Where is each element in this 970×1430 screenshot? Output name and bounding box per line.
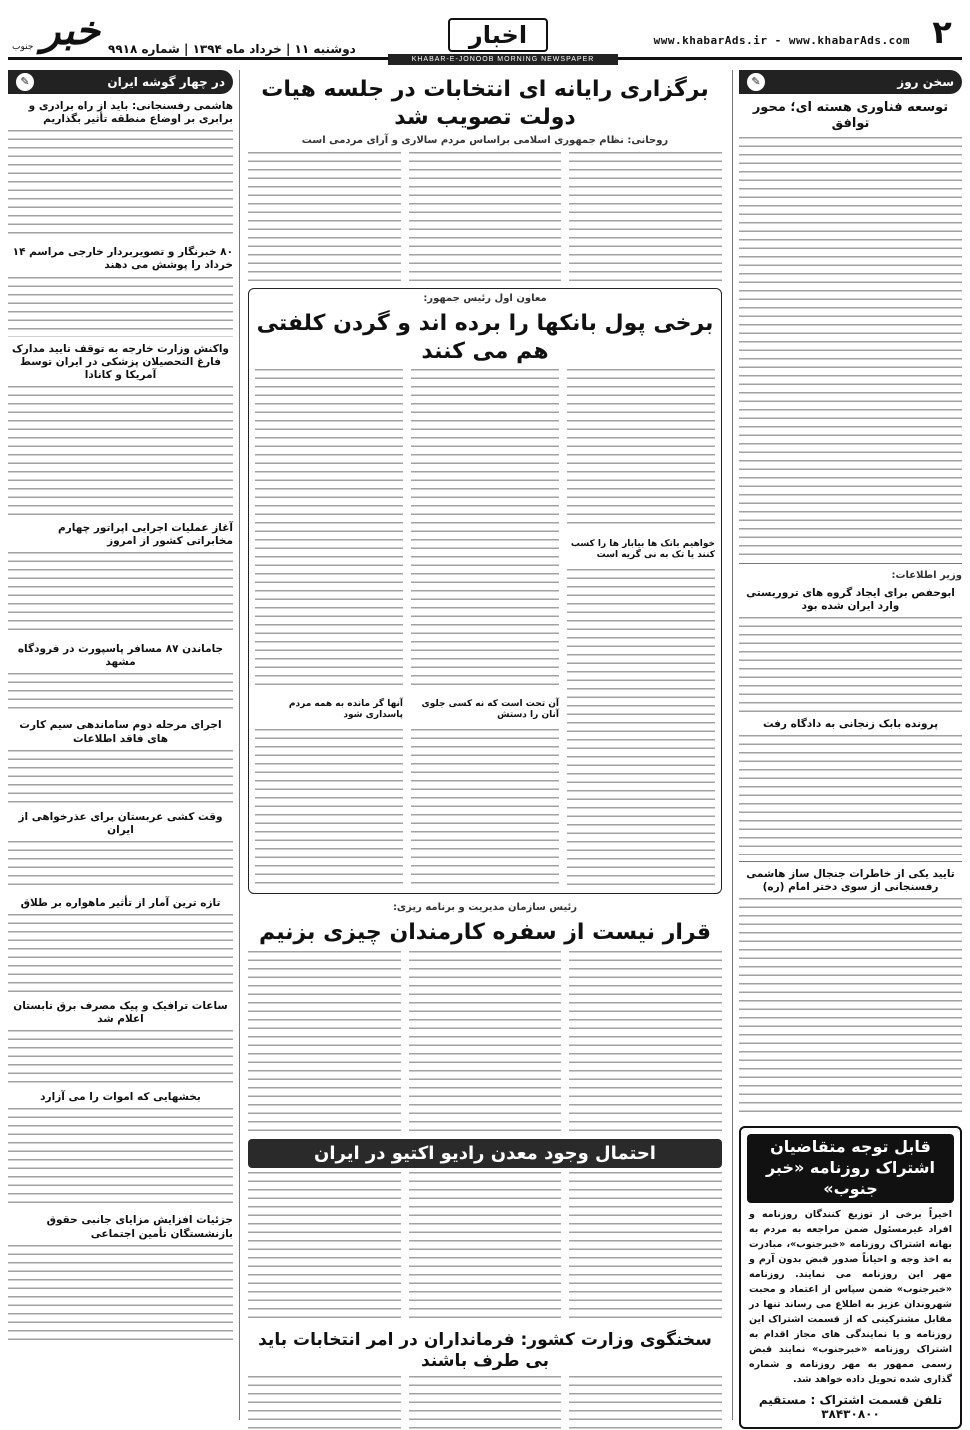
story-box [248,288,722,894]
logo-text: خبر [41,7,100,54]
text-column [248,1376,401,1430]
section-title: اخبار [448,18,548,52]
story-body [739,617,962,712]
story-body [248,1376,722,1430]
story-kicker: وزیر اطلاعات: [891,569,962,581]
ad-phone[interactable]: تلفن قسمت اشتراک : مستقیم ۳۸۴۳۰۸۰۰ [758,1392,943,1421]
story-body [739,735,962,855]
story-subhead: خواهیم بانک ها بیابار ها را کسب کنند یا تک به نی گریه است [570,538,715,561]
ad-title-line: قابل توجه متقاضیان [770,1137,931,1157]
brief-headline[interactable]: ۸۰ خبرنگار و تصویربردار خارجی مراسم ۱۴ خرداد را پوشش می دهند [12,246,233,272]
text-column [248,152,401,282]
text-column [255,369,403,889]
masthead [8,7,962,63]
english-tagline: KHABAR-E-JONOOB MORNING NEWSPAPER [388,54,618,65]
text-column [569,1172,722,1322]
story-headline[interactable]: برخی پول بانکها را برده اند و گردن کلفتی هم می کنند [256,311,714,364]
story-headline[interactable]: ابوحفص برای ایجاد گروه های تروریستی وارد ایران شده بود [746,586,955,612]
text-lines [567,569,715,889]
left-column [8,70,240,1420]
brief-body [8,552,233,637]
pen-icon: ✎ [16,73,34,91]
brief-headline[interactable]: جاماندن ۸۷ مسافر پاسپورت در فرودگاه مشهد [17,643,224,669]
subscription-ad [739,1126,962,1428]
issue-date: دوشنبه ۱۱ | خرداد ماه ۱۳۹۴ | شماره ۹۹۱۸ [108,42,356,56]
ad-body: اخیراً برخی از توزیع کنندگان روزنامه و افراد غیرمسئول ضمن مراجعه به مردم به بهانه اشتراک روزنامه «خبرجنوب»، مبادرت به اخذ وجه و احیاناً صدور قبض بدون آرم و مهر این روزنامه می نمایند. روزنامه «خبرجنوب» ضمن سپاس از اعتماد و محبت شهروندان عزیز به اطلاع می رساند تنها در مقابل مشترکینی که از قسمت اشتراک این روزنامه و یا نمایندگی های مجاز اقدام به اشتراک روزنامه «خبرجنوب» نمایند قبض رسمی ممهور به مهر روزنامه و شماره گذاری شده تحویل داده خواهد شد. [749,1208,952,1385]
editorial-label [739,70,962,94]
story-body [739,898,962,1118]
text-column [569,152,722,282]
editorial-title[interactable]: توسعه فناوری هسته ای؛ محور توافق [752,100,949,132]
story-headline[interactable]: پرونده بابک زنجانی به دادگاه رفت [762,717,939,730]
brief-headline[interactable]: وقت کشی عربستان برای عذرخواهی از ایران [18,810,223,836]
story-kicker: رئیس سازمان مدیریت و برنامه ریزی: [392,902,578,913]
text-column [569,1376,722,1430]
story-kicker: معاون اول رئیس جمهور: [423,293,547,304]
logo-subtitle: جنوب [12,42,34,52]
pen-icon: ✎ [747,73,765,91]
text-lines [255,729,403,889]
main-story-body [248,152,722,282]
text-lines [411,369,559,689]
right-column [732,70,962,1420]
story-subhead: آن تحت است که نه کسی جلوی آنان را دستش [421,698,559,720]
story-banner-headline[interactable]: احتمال وجود معدن رادیو اکتیو در ایران [248,1139,722,1168]
brief-body [8,1108,233,1208]
page-number: ۲ [932,13,952,51]
text-lines [255,369,403,689]
story-subhead: آنها گر مانده به همه مردم پاسداری شود [288,698,403,720]
brief-headline[interactable]: هاشمی رفسنجانی: باید از راه برادری و برابری بر اوضاع منطقه تأثیر بگذاریم [28,100,233,126]
brief-body [8,277,233,337]
brief-body [8,750,233,805]
ad-title [747,1134,954,1202]
brief-body [8,1245,233,1345]
ad-title-line: اشتراک روزنامه «خبر جنوب» [765,1157,936,1198]
brief-body [8,914,233,994]
text-lines [411,729,559,889]
text-column [409,951,562,1131]
story-body [248,1172,722,1322]
brief-body [8,841,233,891]
text-column [409,1172,562,1322]
divider [739,861,962,862]
text-lines [567,369,715,529]
brief-headline[interactable]: جزئیات افزایش مزایای جانبی حقوق بازنشستگان تأمین اجتماعی [46,1214,233,1240]
brief-headline[interactable]: اجرای مرحله دوم ساماندهی سیم کارت های فاقد اطلاعات [19,719,222,745]
news-brief-label-text: در چهار گوشه ایران [107,75,225,89]
brief-headline[interactable]: ساعات ترافیک و پیک مصرف برق تابستان اعلام شد [13,1000,228,1026]
text-column [248,951,401,1131]
divider [739,563,962,564]
brief-body [8,1030,233,1085]
story-body [248,951,722,1131]
editorial-body [739,137,962,557]
text-column [409,152,562,282]
text-column [411,369,559,889]
brief-body [8,673,233,713]
news-brief-label [8,70,233,94]
brief-body [8,130,233,240]
center-column [248,70,722,1420]
text-column [569,951,722,1131]
editorial-label-text: سخن روز [897,75,954,89]
brief-headline[interactable]: تازه ترین آمار از تأثیر ماهواره بر طلاق [20,896,221,909]
brief-body [8,386,233,516]
main-headline[interactable]: برگزاری رایانه ای انتخابات در جلسه هیات دولت تصویب شد [261,77,709,130]
story-body [255,369,715,889]
text-column [409,1376,562,1430]
main-subheadline: روحانی: نظام جمهوری اسلامی براساس مردم سالاری و آرای مردمی است [301,135,669,146]
story-headline[interactable]: قرار نیست از سفره کارمندان چیزی بزنیم [259,920,711,945]
story-headline[interactable]: سخنگوی وزارت کشور: فرمانداران در امر انتخابات باید بی طرف باشند [258,1329,712,1371]
text-column [248,1172,401,1322]
story-headline[interactable]: تایید یکی از خاطرات جنجال ساز هاشمی رفسنجانی از سوی دختر امام (ره) [746,867,955,893]
brief-headline[interactable]: آغاز عملیات اجرایی اپراتور چهارم مخابراتی کشور از امروز [58,521,233,547]
brief-headline[interactable]: بخشهایی که اموات را می آزارد [40,1091,201,1104]
brief-headline[interactable]: واکنش وزارت خارجه به توقف تایید مدارک فارغ التحصیلان پزشکی در ایران توسط آمریکا و کانادا [12,342,229,381]
text-column [567,369,715,889]
site-url[interactable]: www.khabarAds.ir - www.khabarAds.com [653,34,910,47]
newspaper-logo [10,8,100,56]
